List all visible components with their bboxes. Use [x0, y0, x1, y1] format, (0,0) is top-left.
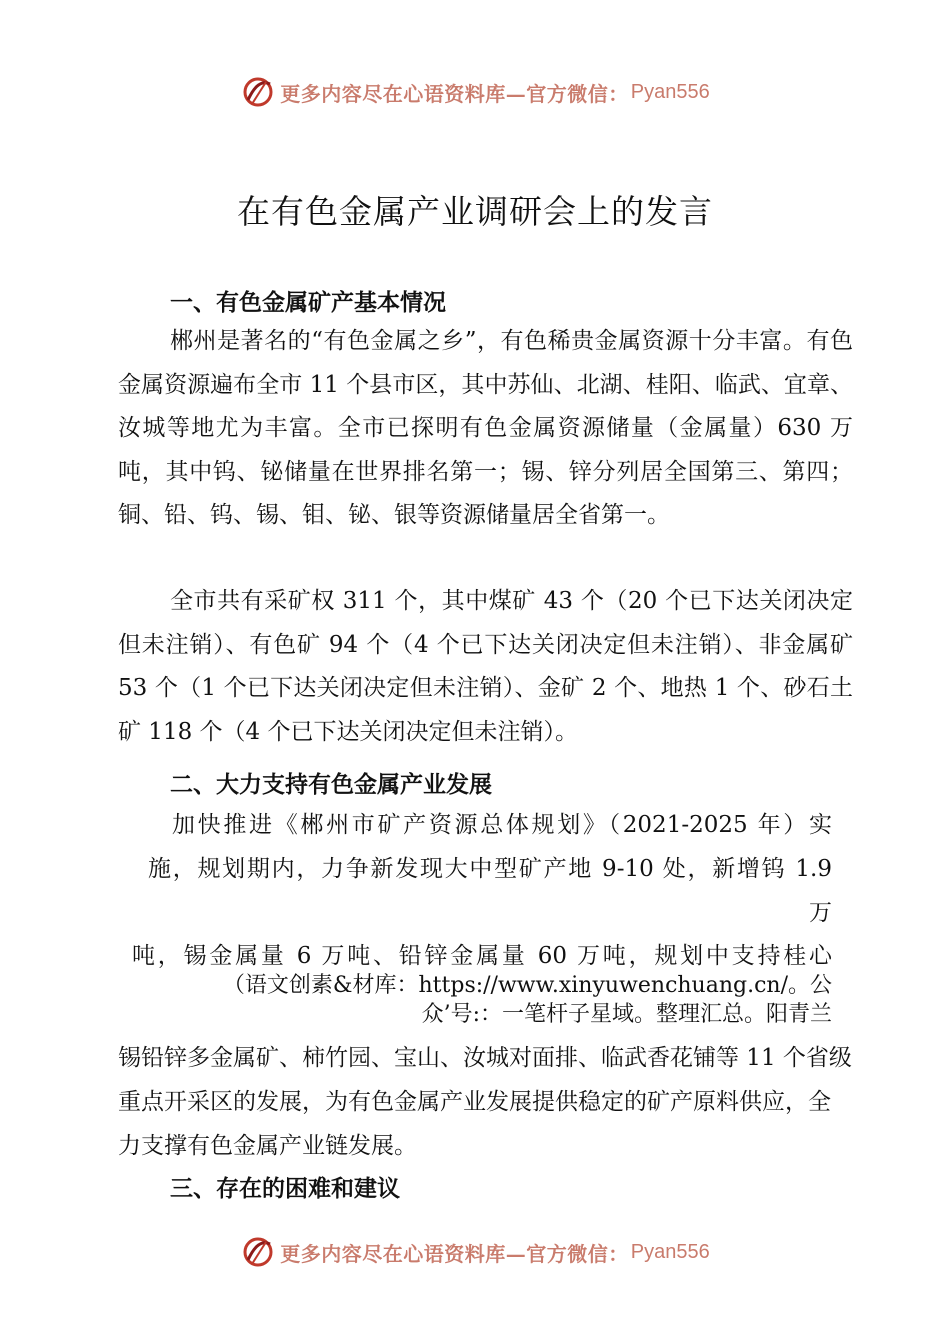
logo-icon — [240, 1234, 276, 1270]
banner-text: 更多内容尽在心语资料库—官方微信： — [280, 1241, 629, 1266]
footer-banner — [0, 1232, 950, 1272]
paragraph-2: 全市共有采矿权 311 个，其中煤矿 43 个（20 个已下达关闭决定但未注销）、有色矿 94 个（4 个已下达关闭决定但未注销）、非金属矿 53 个（1 个已下达关闭决定但未注销）、金矿 2 个、地热 1 个、砂石土矿 118 个（4 个已下达关闭决定但未注销）。 — [118, 588, 853, 745]
paragraph-3: 锡铅锌多金属矿、柿竹园、宝山、汝城对面排、临武香花铺等 11 个省级重点开采区的发展，为有色金属产业发展提供稳定的矿产原料供应，全力支撑有色金属产业链发展。 — [118, 1045, 852, 1159]
page-title: 在有色金属产业调研会上的发言 — [237, 192, 713, 231]
header-banner — [0, 72, 950, 112]
ad-line-2: 众’号:：一笔杆子星域。整理汇总。阳青兰 — [421, 1002, 832, 1027]
section-heading-3: 三、存在的困难和建议 — [170, 1176, 400, 1202]
wechat-id: Pyan556 — [630, 80, 710, 103]
logo-icon — [240, 74, 276, 110]
ad-line-1: （语文创素&材库：https://www.xinyuwenchuang.cn/。公 — [222, 973, 832, 998]
intro-line-2: 施，规划期内，力争新发现大中型矿产地 9-10 处，新增钨 1.9 — [148, 856, 832, 882]
intro-line-4: 吨，锡金属量 6 万吨、铅锌金属量 60 万吨，规划中支持桂心 — [132, 943, 832, 969]
section-heading-2: 二、大力支持有色金属产业发展 — [170, 772, 492, 798]
wechat-id: Pyan556 — [630, 1240, 710, 1263]
paragraph-1: 郴州是著名的“有色金属之乡”，有色稀贵金属资源十分丰富。有色金属资源遍布全市 11 个县市区，其中苏仙、北湖、桂阳、临武、宜章、汝城等地尤为丰富。全市已探明有色金属资源储量（金属量）630 万吨，其中钨、铋储量在世界排名第一；锡、锌分列居全国第三、第四；铜、铅、钨、锡、钼、铋、银等资源储量居全省第一。 — [118, 328, 853, 528]
banner-text: 更多内容尽在心语资料库—官方微信： — [280, 81, 629, 106]
intro-line-1: 加快推进《郴州市矿产资源总体规划》（2021-2025 年）实 — [172, 812, 832, 838]
section-heading-1: 一、有色金属矿产基本情况 — [170, 290, 446, 316]
intro-line-3: 万 — [809, 900, 832, 926]
